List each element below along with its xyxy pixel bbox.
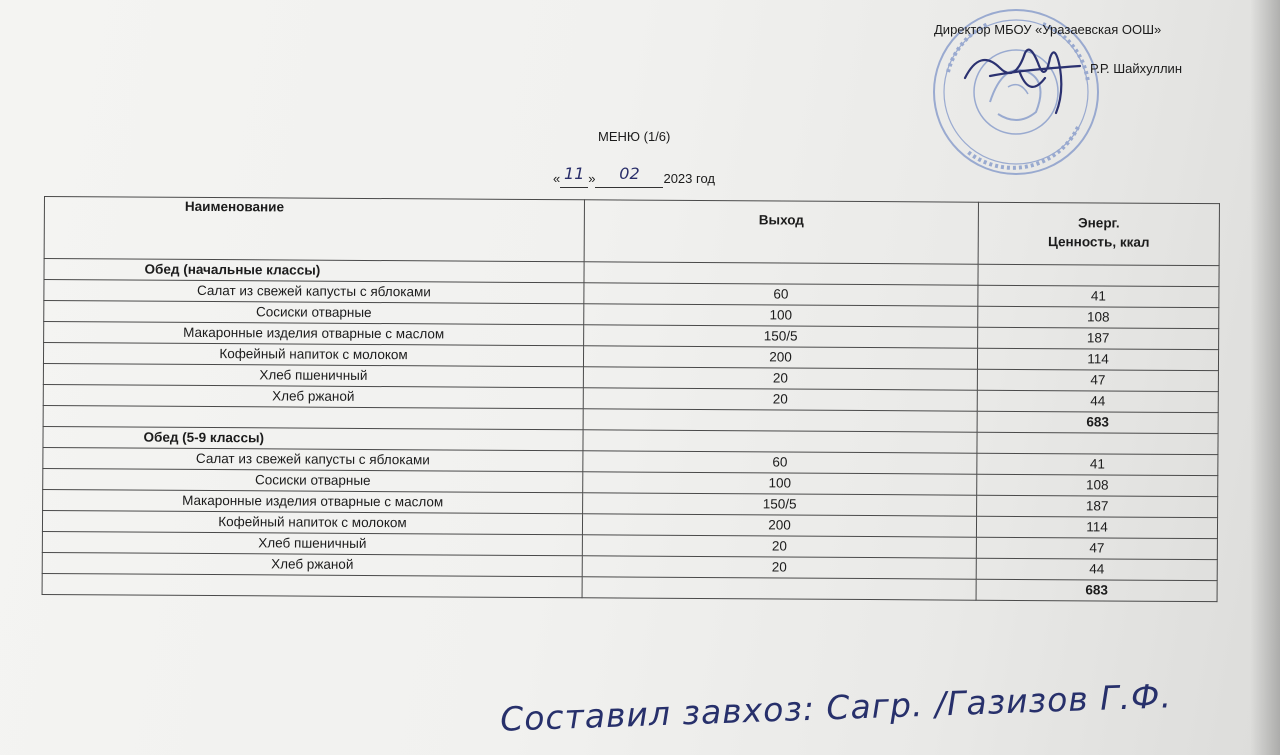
dish-yield: 20 — [583, 367, 977, 390]
dish-yield: 150/5 — [583, 493, 977, 516]
dish-kcal: 44 — [977, 390, 1218, 412]
dish-kcal: 44 — [976, 558, 1217, 580]
date-month-field — [595, 164, 663, 188]
dish-name: Сосиски отварные — [43, 468, 583, 492]
date-month: 02 — [619, 164, 640, 183]
header-name: Наименование — [44, 197, 584, 262]
handwritten-compiler-note: Составил завхоз: Сагр. /Газизов Г.Ф. — [499, 676, 1173, 739]
dish-name: Салат из свежей капусты с яблоками — [44, 280, 584, 304]
dish-kcal: 41 — [978, 285, 1219, 307]
dish-kcal: 47 — [976, 537, 1217, 559]
header-energy-line1: Энерг. — [1078, 215, 1120, 231]
dish-kcal: 187 — [977, 495, 1218, 517]
date-year: 2023 год — [663, 171, 715, 186]
date-quote-close: » — [588, 171, 596, 186]
dish-name: Кофейный напиток с молоком — [43, 343, 583, 367]
dish-name: Кофейный напиток с молоком — [42, 510, 582, 534]
dish-kcal: 108 — [977, 474, 1218, 496]
date-day: 11 — [564, 164, 585, 183]
dish-yield: 20 — [582, 535, 976, 558]
menu-date — [553, 164, 715, 188]
dish-kcal: 108 — [978, 306, 1219, 328]
header-energy-line2: Ценность, ккал — [1047, 234, 1150, 250]
dish-yield: 100 — [583, 472, 977, 495]
dish-yield: 200 — [582, 514, 976, 537]
dish-name: Хлеб пшеничный — [43, 363, 583, 387]
dish-name: Макаронные изделия отварные с маслом — [44, 322, 584, 346]
dish-name: Макаронные изделия отварные с маслом — [43, 489, 583, 513]
dish-kcal: 114 — [976, 516, 1217, 538]
dish-yield: 20 — [582, 556, 976, 579]
approval-name: Р.Р. Шайхуллин — [1090, 61, 1182, 76]
total-kcal: 683 — [977, 411, 1218, 433]
dish-yield: 150/5 — [584, 325, 978, 348]
dish-kcal: 41 — [977, 453, 1218, 475]
dish-kcal: 187 — [978, 327, 1219, 349]
signature — [960, 38, 1090, 118]
dish-yield: 20 — [583, 388, 977, 411]
dish-name: Хлеб ржаной — [43, 384, 583, 408]
dish-kcal: 47 — [977, 369, 1218, 391]
date-day-field — [560, 164, 588, 188]
header-energy — [978, 202, 1219, 265]
menu-table — [42, 196, 1220, 602]
approval-title: Директор МБОУ «Уразаевская ООШ» — [934, 22, 1162, 37]
dish-name: Салат из свежей капусты с яблоками — [43, 447, 583, 471]
dish-name: Хлеб пшеничный — [42, 531, 582, 555]
dish-kcal: 114 — [977, 348, 1218, 370]
dish-yield: 60 — [583, 451, 977, 474]
header-yield: Выход — [584, 200, 978, 264]
section-title: Обед (5-9 классы) — [43, 426, 583, 450]
dish-yield: 100 — [584, 304, 978, 327]
menu-title: МЕНЮ (1/6) — [598, 129, 671, 144]
dish-yield: 60 — [584, 283, 978, 306]
date-quote-open: « — [553, 171, 561, 186]
section-title: Обед (начальные классы) — [44, 259, 584, 283]
dish-yield: 200 — [583, 346, 977, 369]
dish-name: Сосиски отварные — [44, 301, 584, 325]
dish-name: Хлеб ржаной — [42, 552, 582, 576]
table-header-row — [44, 197, 1219, 266]
total-kcal: 683 — [976, 579, 1217, 601]
